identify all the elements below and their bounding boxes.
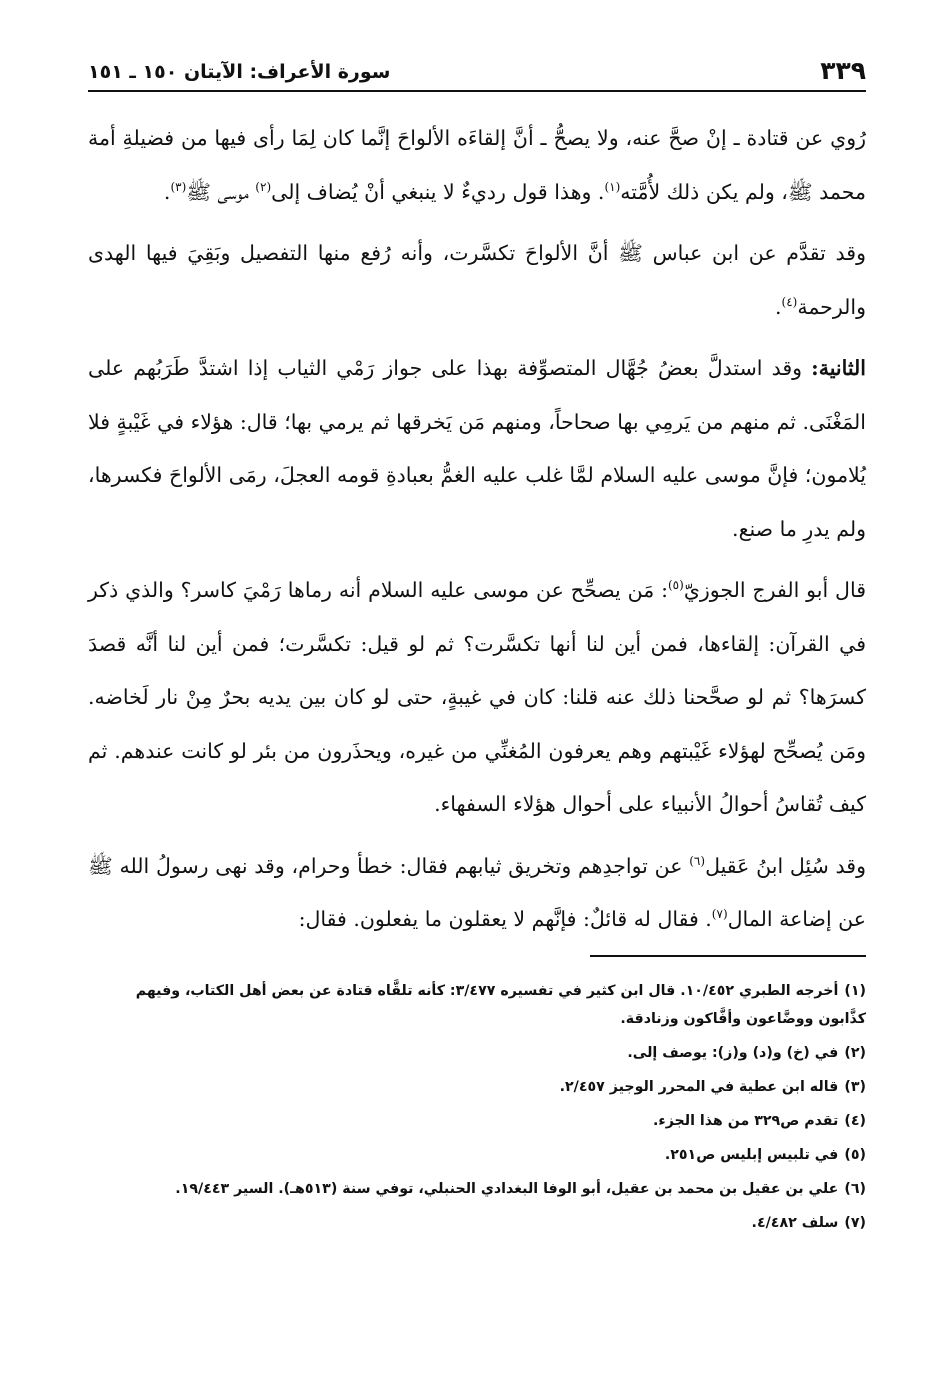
text-run: . وهذا قول رديءٌ لا ينبغي أنْ يُضاف إلى [271, 179, 605, 204]
footnote-ref: (٢) [255, 179, 272, 194]
page-number: ٣٣٩ [820, 56, 866, 85]
footnote-number: (٣) [844, 1078, 866, 1095]
text-run: وقد سُئِل ابنُ عَقيل [705, 853, 866, 878]
text-run: عن تواجدِهم وتخريق ثيابهم فقال: خطأ وحرام، وقد نهى رسولُ الله ﷺ عن إضاعة المال [88, 853, 866, 931]
footnote-ref: (١) [604, 179, 621, 194]
footnote [88, 1039, 866, 1067]
text-run: قال أبو الفرج الجوزيّ [683, 578, 866, 602]
footnote [88, 977, 866, 1033]
paragraph [88, 342, 866, 556]
footnote-number: (٤) [844, 1112, 866, 1129]
footnote [88, 1107, 866, 1135]
running-title: سورة الأعراف: الآيتان ١٥٠ ـ ١٥١ [88, 61, 391, 83]
footnote-ref: (٥) [667, 578, 684, 593]
footnote [88, 1209, 866, 1237]
footnote-text: قاله ابن عطية في المحرر الوجيز ٢/٤٥٧. [559, 1078, 839, 1095]
footnote-number: (٥) [844, 1146, 866, 1163]
footnote [88, 1073, 866, 1101]
footnote-ref: (٤) [781, 294, 798, 309]
footnote-divider [590, 955, 866, 957]
footnote-ref: (٦) [689, 853, 706, 868]
footnote-ref: (٣) [170, 179, 187, 194]
paragraph [88, 112, 866, 219]
text-run: وقد استدلَّ بعضُ جُهَّال المتصوِّفة بهذا على جواز رَمْي الثياب إذا اشتدَّ طَرَبُهم على المَغْنَى. ثم منهم من يَرمِي بها صحاحاً، ومنهم مَن يَخرقها ثم يرمي بها؛ قال: هؤلاء في غَيْبةٍ فلا يُلامون؛ فإنَّ موسى عليه السلام لمَّا غلب عليه الغمُّ بعبادةِ قومه العجلَ، رمَى الألواحَ فكسرها، ولم يدرِ ما صنع. [88, 356, 866, 541]
text-run: . [774, 294, 782, 319]
text-run: . [163, 179, 171, 204]
section-lead: الثانية: [811, 356, 866, 380]
footnote-number: (٧) [844, 1214, 866, 1231]
text-run: رُوي عن قتادة ـ إنْ صحَّ عنه، ولا يصحُّ ـ أنَّ إلقاءَه الألواحَ إنَّما كان لِمَا رأى فيها من فضيلةِ أمة محمد ﷺ، ولم يكن ذلك لأُمَّته [88, 126, 866, 204]
footnote [88, 1141, 866, 1169]
paragraph [88, 564, 866, 832]
footnote-text: تقدم ص٣٢٩ من هذا الجزء. [653, 1112, 839, 1129]
paragraph [88, 840, 866, 947]
footnote-number: (١) [844, 982, 866, 999]
footnote-text: علي بن عقيل بن محمد بن عقيل، أبو الوفا البغدادي الحنبلي، توفي سنة (٥١٣هـ). السير ١٩/٤٤٣. [175, 1180, 839, 1197]
footnote-ref: (٧) [711, 907, 728, 922]
paragraph [88, 227, 866, 334]
text-run: وقد تقدَّم عن ابن عباس ﷺ أنَّ الألواحَ تكسَّرت، وأنه رُفع منها التفصيل وبَقِيَ فيها الهدى والرحمة [88, 241, 866, 319]
footnote-number: (٦) [844, 1180, 866, 1197]
book-page [88, 52, 866, 1352]
footnote-text: في تلبيس إبليس ص٢٥١. [664, 1146, 839, 1163]
footnote [88, 1175, 866, 1203]
page-header [88, 52, 866, 92]
text-run: . فقال له قائلٌ: فإنَّهم لا يعقلون ما يفعلون. فقال: [298, 907, 712, 931]
body-text [88, 112, 866, 947]
footnote-text: أخرجه الطبري ١٠/٤٥٢. قال ابن كثير في تفسيره ٣/٤٧٧: كأنه تلقَّاه قتادة عن بعض أهل الكتاب، وفيهم كذَّابون ووضَّاعون وأفَّاكون وزنادقة. [135, 982, 866, 1027]
text-run: موسى ﷺ [186, 179, 256, 204]
footnote-number: (٢) [844, 1044, 866, 1061]
text-run: : مَن يصحِّح عن موسى عليه السلام أنه رماها رَمْيَ كاسر؟ والذي ذكر في القرآن: إلقاءها، فمن أين لنا أنها تكسَّرت؟ ثم لو قيل: تكسَّرت؛ فمن أين لنا أنَّه قصدَ كسرَها؟ ثم لو صحَّحنا ذلك عنه قلنا: كان في غيبةٍ، حتى لو كان بين يديه بحرٌ مِنْ نار لَخاضه. ومَن يُصحِّح لهؤلاء غَيْبتهم وهم يعرفون المُغنِّي من غيره، ويحذَرون من بئر لو كانت عندهم. ثم كيف تُقاسُ أحوالُ الأنبياء على أحوال هؤلاء السفهاء. [88, 578, 866, 816]
footnote-text: سلف ٤/٤٨٢. [751, 1214, 839, 1231]
footnotes [88, 977, 866, 1237]
footnote-text: في (خ) و(د) و(ز): يوصف إلى. [627, 1044, 839, 1061]
